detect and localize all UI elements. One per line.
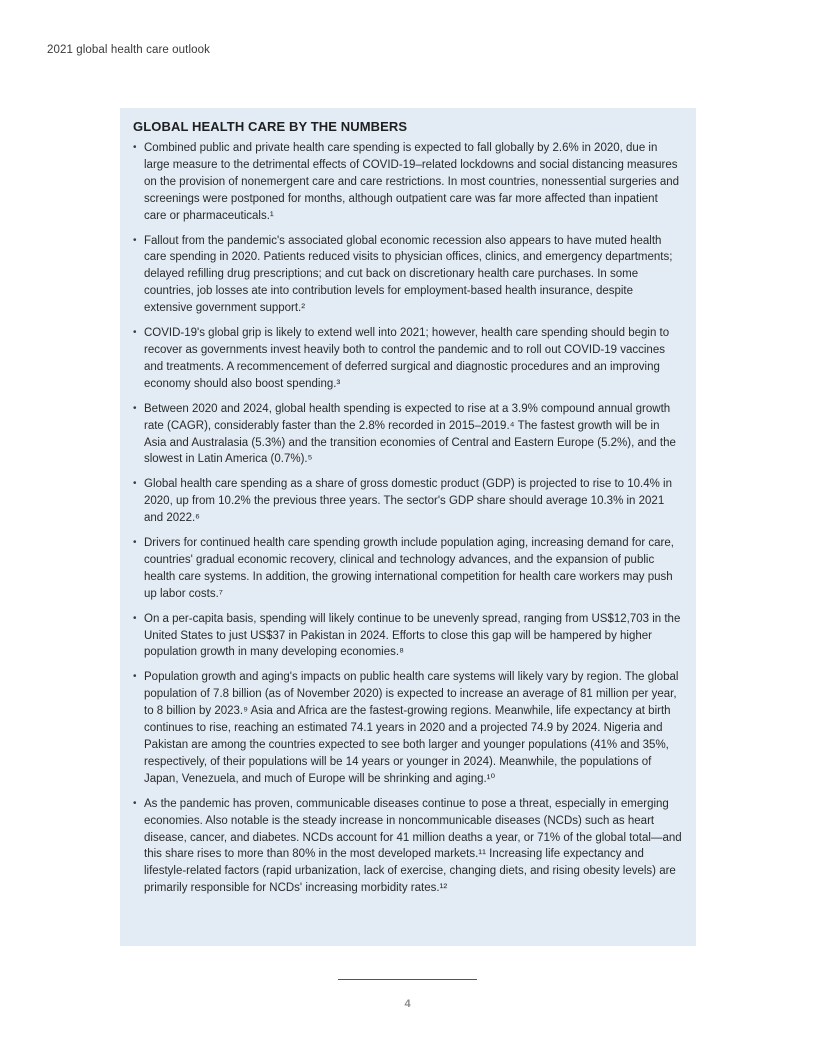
bullet-item: • On a per-capita basis, spending will likely continue to be unevenly spread, ranging from US$12,703 in the United States to just US$37 in Pakistan in 2024. Efforts to close this gap will be hampered by higher population growth in many developing economies.⁸ (133, 611, 682, 662)
bullet-list (133, 140, 682, 897)
bullet-item: • Population growth and aging's impacts on public health care systems will likely vary by region. The global population of 7.8 billion (as of November 2020) is expected to increase an average of 81 million per year, to 8 billion by 2023.⁹ Asia and Africa are the fastest-growing regions. Meanwhile, life expectancy at birth continues to rise, reaching an estimated 74.1 years in 2020 and a projected 74.9 by 2024. Nigeria and Pakistan are among the countries expected to see both larger and younger populations (41% and 35%, respectively, of their populations will be 14 years or younger in 2024). Meanwhile, the populations of Japan, Venezuela, and much of Europe will be shrinking and aging.¹⁰ (133, 669, 682, 787)
bullet-item: • Fallout from the pandemic's associated global economic recession also appears to have muted health care spending in 2020. Patients reduced visits to physician offices, clinics, and emergency departments; delayed refilling drug prescriptions; and cut back on discretionary health care purchases. In some countries, job losses ate into contribution levels for employment-based health insurance, despite extensive government support.² (133, 233, 682, 318)
bullet-item: • Drivers for continued health care spending growth include population aging, increasing demand for care, countries' gradual economic recovery, clinical and technology advances, and the expansion of public health care systems. In addition, the growing international competition for health care workers may push up labor costs.⁷ (133, 535, 682, 603)
numbers-sidebar-panel (120, 108, 696, 946)
bullet-item: • COVID-19's global grip is likely to extend well into 2021; however, health care spending should begin to recover as governments invest heavily both to control the pandemic and to roll out COVID-19 vaccines and treatments. A recommencement of deferred surgical and diagnostic procedures and an improving economy should also boost spending.³ (133, 325, 682, 393)
panel-title: GLOBAL HEALTH CARE BY THE NUMBERS (133, 119, 408, 134)
footer-divider (338, 979, 477, 980)
bullet-item: • Combined public and private health care spending is expected to fall globally by 2.6% in 2020, due in large measure to the detrimental effects of COVID-19–related lockdowns and social distancing measures on the provision of nonemergent care and care restrictions. In most countries, nonessential surgeries and screenings were postponed for months, although outpatient care was far more affected than inpatient care or pharmaceuticals.¹ (133, 140, 682, 225)
page-number: 4 (404, 998, 411, 1010)
running-header: 2021 global health care outlook (47, 44, 210, 56)
bullet-item: • As the pandemic has proven, communicable diseases continue to pose a threat, especially in emerging economies. Also notable is the steady increase in noncommunicable diseases (NCDs) such as heart disease, cancer, and diabetes. NCDs account for 41 million deaths a year, or 71% of the global total—and this share rises to more than 80% in the most developed markets.¹¹ Increasing life expectancy and lifestyle-related factors (rapid urbanization, lack of exercise, changing diets, and rising obesity levels) are primarily responsible for NCDs' increasing morbidity rates.¹² (133, 796, 682, 897)
bullet-item: • Between 2020 and 2024, global health spending is expected to rise at a 3.9% compound annual growth rate (CAGR), considerably faster than the 2.8% recorded in 2015–2019.⁴ The fastest growth will be in Asia and Australasia (5.3%) and the transition economies of Central and Eastern Europe (5.2%), and the slowest in Latin America (0.7%).⁵ (133, 401, 682, 469)
bullet-item: • Global health care spending as a share of gross domestic product (GDP) is projected to rise to 10.4% in 2020, up from 10.2% the previous three years. The sector's GDP share should average 10.3% in 2021 and 2022.⁶ (133, 476, 682, 527)
